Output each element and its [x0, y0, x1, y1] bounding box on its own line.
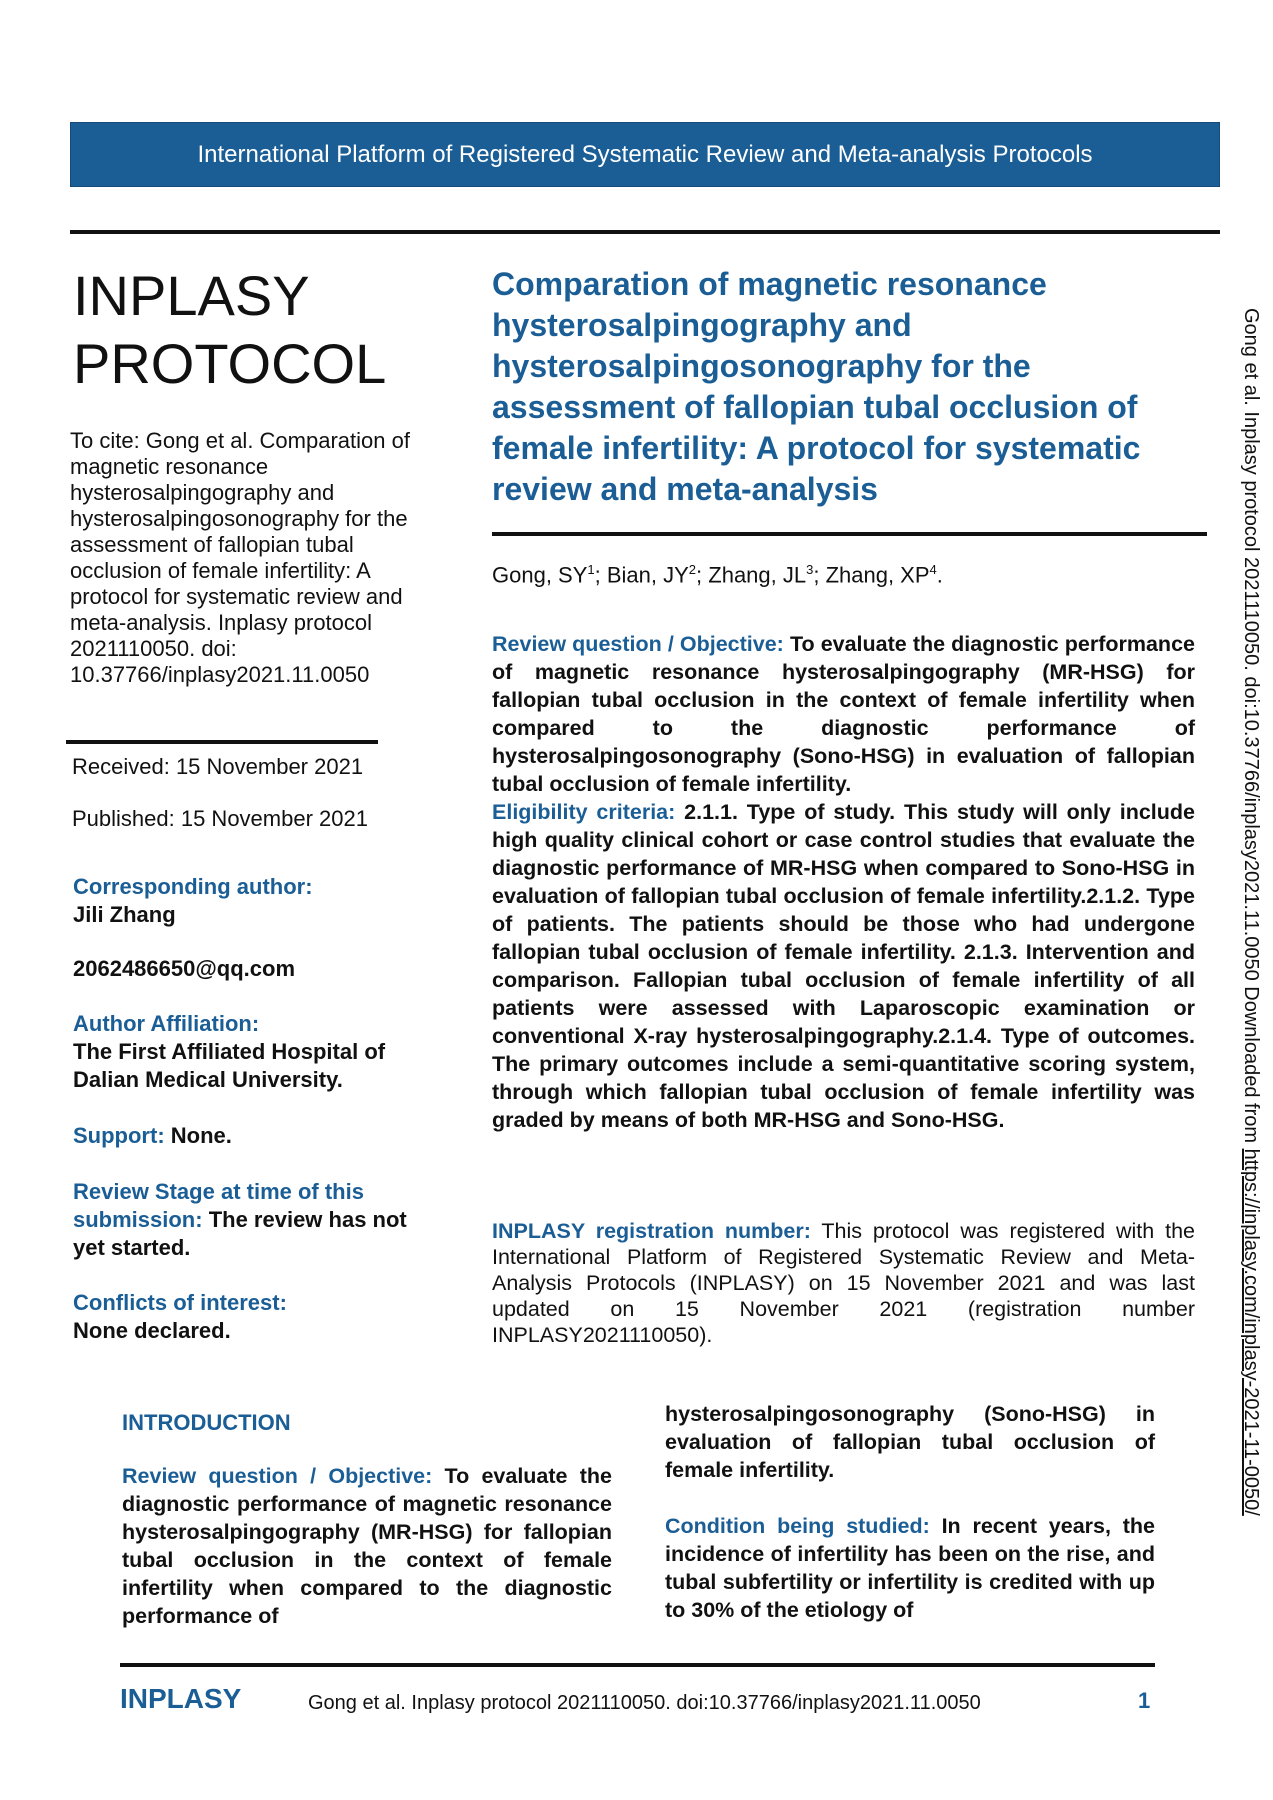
top-rule [70, 230, 1220, 234]
download-link[interactable]: https://inplasy.com/inplasy-2021-11-0050/ [1240, 1148, 1262, 1516]
author-name: Bian, JY [606, 562, 689, 588]
author-separator: . [936, 562, 943, 588]
support-block [73, 1122, 423, 1150]
author-affiliation-number: 2 [688, 562, 697, 577]
conflicts-value: None declared. [73, 1318, 231, 1343]
registration-block [492, 1218, 1195, 1348]
intro-right-column [665, 1400, 1155, 1624]
author-affiliation-number: 3 [806, 562, 814, 577]
email-text: 2062486650@qq.com [73, 956, 296, 981]
review-question-label: Review question / Objective: [492, 632, 784, 656]
vertical-download-note [1239, 308, 1262, 1516]
condition-text: In recent years, the incidence of infertility has been on the rise, and tubal subfertility or infertility is credited with up to 30% of the etiology of [665, 1514, 1155, 1622]
author-name: Zhang, XP [825, 562, 930, 588]
heading-protocol: PROTOCOL [73, 332, 387, 395]
corresponding-name: Jili Zhang [73, 902, 176, 927]
intro-rq-continued: hysterosalpingosonography (Sono-HSG) in evaluation of fallopian tubal occlusion of female infertility. [665, 1402, 1155, 1482]
paper-title: Comparation of magnetic resonance hysterosalpingography and hysterosalpingosonography for the assessment of fallopian tubal occlusion of female infertility: A protocol for systematic review and meta-analysis [492, 266, 1141, 507]
eligibility-text: 2.1.1. Type of study. This study will only include high quality clinical cohort or case control studies that evaluate the diagnostic performance of MR-HSG when compared to Sono-HSG in evaluation of fallopian tubal occlusion of female infertility.2.1.2. Type of patients. The patients should be those who had undergone fallopian tubal occlusion of female infertility. 2.1.3. Intervention and comparison. Fallopian tubal occlusion of female infertility of all patients were assessed with Laparoscopic examination or conventional X-ray hysterosalpingography.2.1.4. Type of outcomes. The primary outcomes include a semi-quantitative scoring system, through which fallopian tubal occlusion of female infertility was graded by means of both MR-HSG and Sono-HSG. [492, 800, 1195, 1132]
published-date: Published: 15 November 2021 [72, 806, 368, 831]
banner-text: International Platform of Registered Systematic Review and Meta-analysis Protocols [197, 140, 1093, 168]
footer-logo: INPLASY [120, 1683, 242, 1714]
left-short-rule [66, 740, 378, 744]
affiliation-block [73, 1010, 423, 1094]
corresponding-author [73, 873, 423, 929]
conflicts-label: Conflicts of interest: [73, 1290, 287, 1315]
corresponding-label: Corresponding author: [73, 874, 313, 899]
cite-text: To cite: Gong et al. Comparation of magnetic resonance hysterosalpingography and hysterosalpingosonography for the assessment of fallopian tubal occlusion of female infertility: A protocol for systematic review and meta-analysis. Inplasy protocol 2021110050. doi: 10.37766/inplasy2021.11.0050 [70, 428, 410, 687]
intro-left-column [122, 1462, 612, 1630]
author-list [492, 562, 943, 588]
page-number: 1 [1138, 1688, 1151, 1713]
affiliation-label: Author Affiliation: [73, 1011, 260, 1036]
author-separator: ; [813, 562, 826, 588]
conflicts-block [73, 1289, 423, 1345]
title-rule [492, 532, 1207, 536]
author-affiliation-number: 1 [587, 562, 595, 577]
intro-rq-label: Review question / Objective: [122, 1464, 433, 1488]
stage-block [73, 1178, 423, 1262]
support-value: None. [170, 1123, 232, 1148]
review-question-text: To evaluate the diagnostic performance of magnetic resonance hysterosalpingography (MR-HSG) for fallopian tubal occlusion in the context of female infertility when compared to the diagnostic performance of hysterosalpingosonography (Sono-HSG) in evaluation of fallopian tubal occlusion of female infertility. [492, 632, 1195, 796]
heading-inplasy: INPLASY [73, 264, 310, 327]
footer-rule [120, 1663, 1155, 1667]
corresponding-email [73, 955, 423, 983]
author-affiliation-number: 4 [929, 562, 937, 577]
condition-label: Condition being studied: [665, 1514, 930, 1538]
abstract-block [492, 630, 1195, 1134]
registration-label: INPLASY registration number: [492, 1219, 811, 1243]
stage-label: Review Stage at time of this submission: [73, 1179, 364, 1232]
header-banner [70, 122, 1220, 187]
author-separator: ; [696, 562, 709, 588]
footer-citation: Gong et al. Inplasy protocol 2021110050. doi:10.37766/inplasy2021.11.0050 [308, 1692, 981, 1714]
author-name: Gong, SY [492, 562, 588, 588]
received-date: Received: 15 November 2021 [72, 754, 364, 779]
stage-value: The review has not yet started. [73, 1207, 407, 1260]
author-name: Zhang, JL [708, 562, 807, 588]
eligibility-label: Eligibility criteria: [492, 800, 676, 824]
author-separator: ; [594, 562, 607, 588]
vertical-citation: Gong et al. Inplasy protocol 2021110050. doi:10.37766/inplasy2021.11.0050 Downloaded from [1240, 308, 1262, 1149]
support-label: Support: [73, 1123, 165, 1148]
introduction-heading: INTRODUCTION [122, 1410, 291, 1435]
intro-rq-text: To evaluate the diagnostic performance of magnetic resonance hysterosalpingography (MR-HSG) for fallopian tubal occlusion in the context of female infertility when compared to the diagnostic performance of [122, 1464, 612, 1628]
registration-text: This protocol was registered with the International Platform of Registered Systematic Review and Meta-Analysis Protocols (INPLASY) on 15 November 2021 and was last updated on 15 November 2021 (registration number INPLASY2021110050). [492, 1219, 1195, 1347]
affiliation-value: The First Affiliated Hospital of Dalian Medical University. [73, 1039, 386, 1092]
